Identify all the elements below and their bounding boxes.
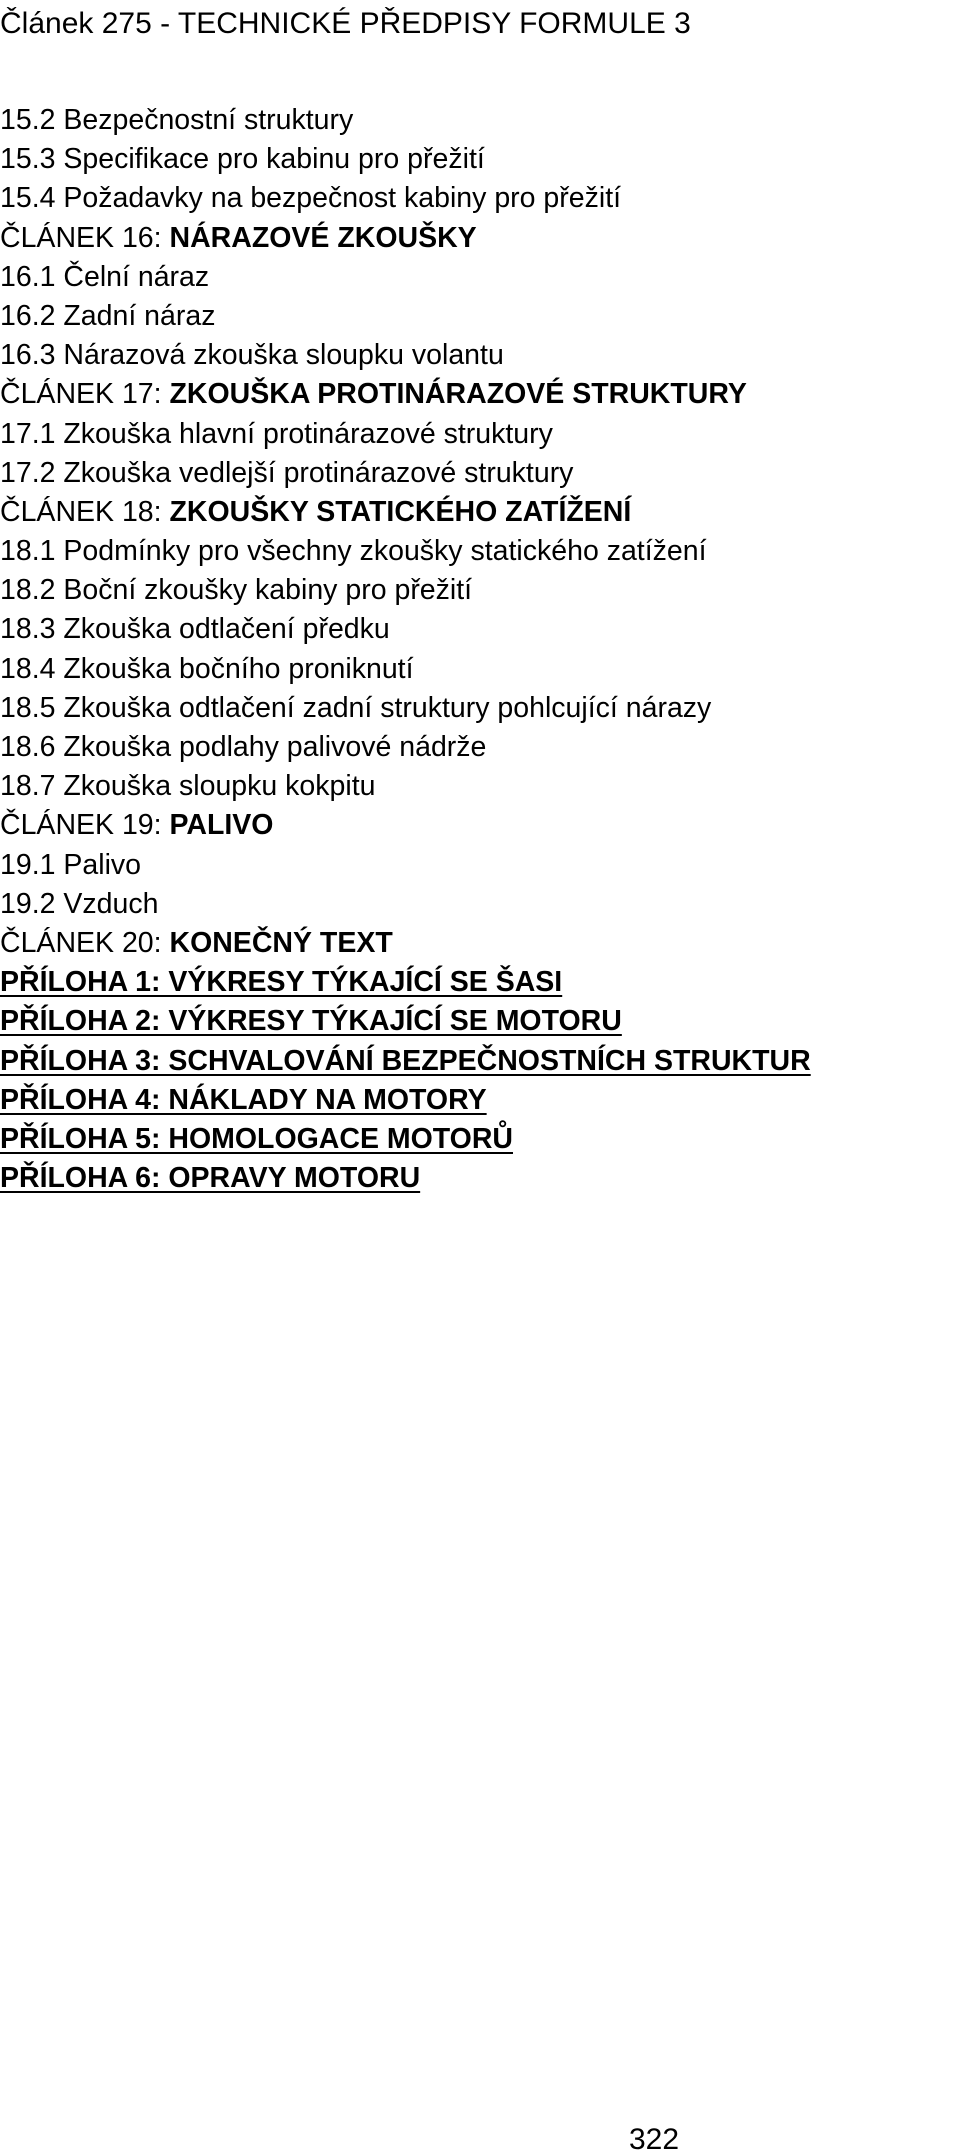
toc-appendix-5: PŘÍLOHA 5: HOMOLOGACE MOTORŮ [0, 1122, 513, 1155]
toc-section-17-2: 17.2 Zkouška vedlejší protinárazové struktury [0, 456, 574, 489]
toc-section-15-4: 15.4 Požadavky na bezpečnost kabiny pro přežití [0, 182, 622, 215]
article-17-title: ZKOUŠKA PROTINÁRAZOVÉ STRUKTURY [169, 378, 747, 411]
toc-section-19-1: 19.1 Palivo [0, 848, 142, 881]
toc-section-16-3: 16.3 Nárazová zkouška sloupku volantu [0, 339, 504, 372]
toc-section-18-2: 18.2 Boční zkoušky kabiny pro přežití [0, 574, 473, 607]
toc-section-17-1: 17.1 Zkouška hlavní protinárazové struktury [0, 417, 553, 450]
toc-article-16 [0, 219, 960, 258]
page-number: 322 [629, 2123, 680, 2156]
page-header: Článek 275 - TECHNICKÉ PŘEDPISY FORMULE 3 [0, 7, 691, 40]
table-of-contents [0, 101, 960, 1198]
toc-section-18-6: 18.6 Zkouška podlahy palivové nádrže [0, 731, 487, 763]
article-20-prefix: ČLÁNEK 20: [0, 926, 170, 959]
toc-appendix-6: PŘÍLOHA 6: OPRAVY MOTORU [0, 1162, 421, 1195]
toc-section-15-3: 15.3 Specifikace pro kabinu pro přežití [0, 143, 485, 176]
toc-article-18 [0, 493, 960, 532]
article-18-title: ZKOUŠKY STATICKÉHO ZATÍŽENÍ [169, 495, 632, 528]
toc-article-20 [0, 924, 960, 963]
toc-article-17 [0, 375, 960, 414]
toc-section-18-5: 18.5 Zkouška odtlačení zadní struktury pohlcující nárazy [0, 691, 712, 724]
toc-section-19-2: 19.2 Vzduch [0, 887, 159, 920]
toc-section-15-2: 15.2 Bezpečnostní struktury [0, 104, 354, 136]
article-18-prefix: ČLÁNEK 18: [0, 495, 170, 528]
toc-section-16-2: 16.2 Zadní náraz [0, 299, 216, 332]
article-16-prefix: ČLÁNEK 16: [0, 221, 170, 254]
toc-section-18-1: 18.1 Podmínky pro všechny zkoušky statického zatížení [0, 535, 707, 568]
article-19-title: PALIVO [169, 809, 274, 842]
toc-appendix-3: PŘÍLOHA 3: SCHVALOVÁNÍ BEZPEČNOSTNÍCH STRUKTUR [0, 1044, 811, 1077]
toc-appendix-2: PŘÍLOHA 2: VÝKRESY TÝKAJÍCÍ SE MOTORU [0, 1005, 622, 1038]
toc-section-16-1: 16.1 Čelní náraz [0, 260, 210, 293]
article-17-prefix: ČLÁNEK 17: [0, 378, 170, 411]
toc-appendix-4: PŘÍLOHA 4: NÁKLADY NA MOTORY [0, 1083, 487, 1116]
toc-article-19 [0, 806, 960, 845]
article-19-prefix: ČLÁNEK 19: [0, 809, 170, 842]
toc-section-18-4: 18.4 Zkouška bočního proniknutí [0, 652, 414, 685]
article-16-title: NÁRAZOVÉ ZKOUŠKY [169, 221, 477, 254]
toc-appendix-1: PŘÍLOHA 1: VÝKRESY TÝKAJÍCÍ SE ŠASI [0, 966, 563, 999]
toc-section-18-7: 18.7 Zkouška sloupku kokpitu [0, 770, 376, 803]
toc-section-18-3: 18.3 Zkouška odtlačení předku [0, 613, 390, 646]
article-20-title: KONEČNÝ TEXT [169, 926, 393, 959]
